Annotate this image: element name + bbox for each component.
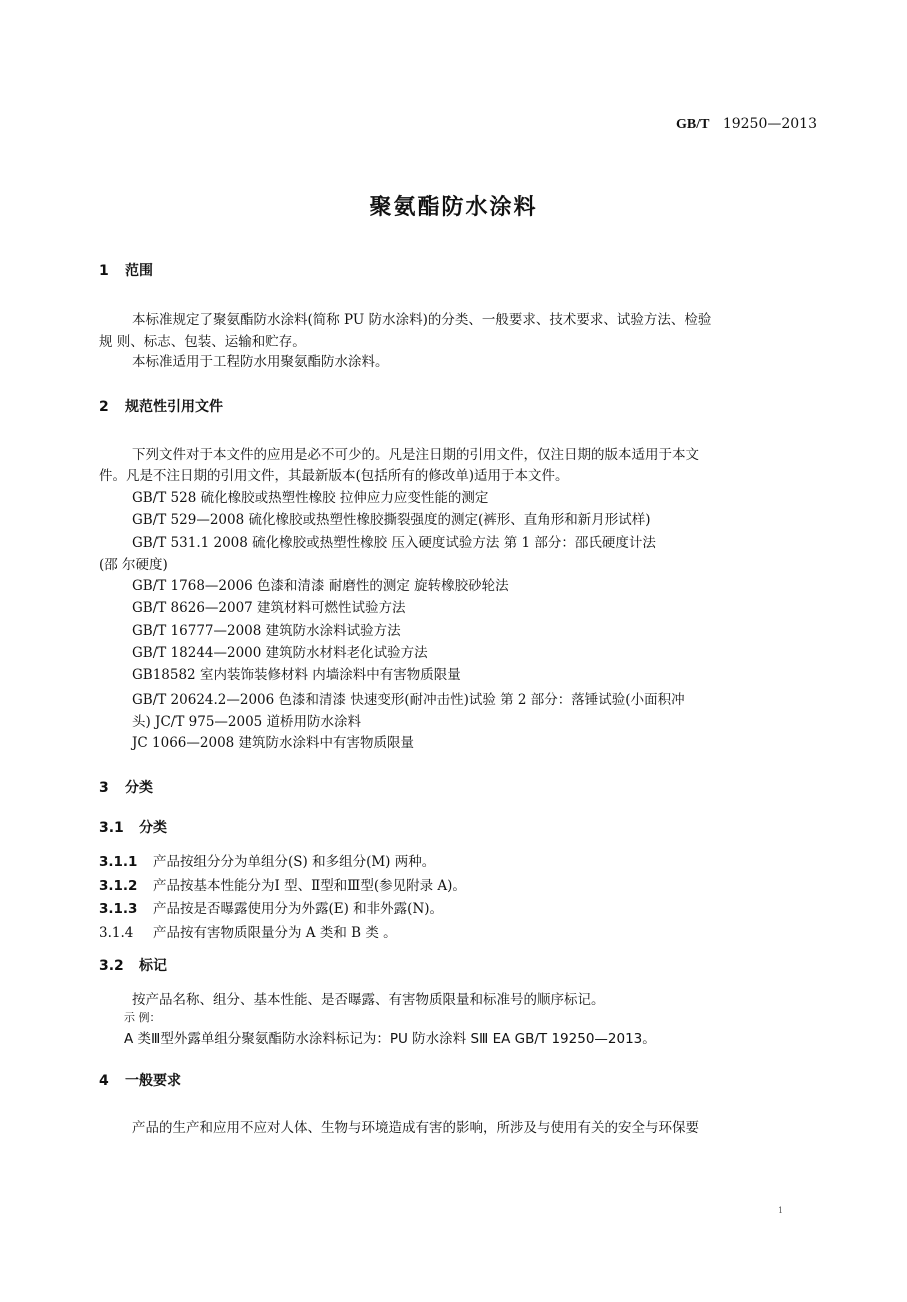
section-number: 3.2 bbox=[99, 958, 124, 974]
scope-paragraph-1b: 规 则、标志、包装、运输和贮存。 bbox=[99, 334, 306, 350]
item-number: 3.1.2 bbox=[99, 878, 138, 894]
ref-line: GB/T 1768—2006 色漆和清漆 耐磨性的测定 旋转橡胶砂轮法 bbox=[132, 578, 509, 594]
ref-line: GB/T 18244—2000 建筑防水材料老化试验方法 bbox=[132, 645, 428, 661]
item-text: 产品按有害物质限量分为 A 类和 B 类 。 bbox=[153, 925, 397, 941]
item-number: 3.1.1 bbox=[99, 854, 138, 870]
ref-line: GB/T 20624.2—2006 色漆和清漆 快速变形(耐冲击性)试验 第 2 部分：落锤试验(小面积冲 bbox=[132, 692, 685, 708]
standard-header bbox=[676, 116, 817, 133]
section-number: 3 bbox=[99, 780, 109, 796]
ref-line: GB18582 室内装饰装修材料 内墙涂料中有害物质限量 bbox=[132, 667, 461, 683]
page-number: 1 bbox=[778, 1206, 784, 1215]
section-title: 分类 bbox=[139, 820, 167, 836]
page-title: 聚氨酯防水涂料 bbox=[369, 195, 538, 220]
ref-line: GB/T 531.1 2008 硫化橡胶或热塑性橡胶 压入硬度试验方法 第 1 部分：邵氏硬度计法 bbox=[132, 535, 656, 551]
ref-line: GB/T 16777—2008 建筑防水涂料试验方法 bbox=[132, 623, 401, 639]
section-4-heading bbox=[99, 1070, 181, 1090]
ref-line: GB/T 529—2008 硫化橡胶或热塑性橡胶撕裂强度的测定(裤形、直角形和新月形试样) bbox=[132, 512, 651, 528]
classification-item bbox=[99, 850, 435, 870]
section-3-1-heading bbox=[99, 817, 167, 837]
classification-item bbox=[99, 921, 397, 941]
header-number: 19250—2013 bbox=[722, 116, 817, 132]
section-title: 范围 bbox=[125, 263, 153, 279]
section-1-heading bbox=[99, 260, 153, 280]
item-text: 产品按组分分为单组分(S) 和多组分(M) 两种。 bbox=[153, 854, 436, 870]
section-title: 分类 bbox=[125, 780, 153, 796]
example-label: 示 例： bbox=[124, 1011, 161, 1024]
ref-line: (邵 尔硬度) bbox=[99, 557, 168, 573]
item-text: 产品按是否曝露使用分为外露(E) 和非外露(N)。 bbox=[153, 901, 444, 917]
section-number: 4 bbox=[99, 1073, 109, 1089]
ref-line: JC 1066—2008 建筑防水涂料中有害物质限量 bbox=[132, 735, 415, 751]
ref-line: GB/T 528 硫化橡胶或热塑性橡胶 拉伸应力应变性能的测定 bbox=[132, 490, 489, 506]
item-number: 3.1.3 bbox=[99, 901, 138, 917]
section-title: 一般要求 bbox=[125, 1073, 181, 1089]
section-number: 1 bbox=[99, 263, 109, 279]
header-code: GB/T bbox=[676, 117, 710, 132]
classification-item bbox=[99, 874, 466, 894]
refs-intro-a: 下列文件对于本文件的应用是必不可少的。凡是注日期的引用文件，仅注日期的版本适用于本文 bbox=[132, 447, 699, 463]
section-title: 标记 bbox=[139, 958, 167, 974]
ref-line: 头) JC/T 975—2005 道桥用防水涂料 bbox=[132, 714, 362, 730]
refs-intro-b: 件。凡是不注日期的引用文件，其最新版本(包括所有的修改单)适用于本文件。 bbox=[99, 468, 569, 484]
section-2-heading bbox=[99, 396, 223, 416]
general-paragraph: 产品的生产和应用不应对人体、生物与环境造成有害的影响，所涉及与使用有关的安全与环保要 bbox=[132, 1120, 699, 1136]
classification-item bbox=[99, 897, 443, 917]
item-number: 3.1.4 bbox=[99, 925, 134, 941]
section-number: 2 bbox=[99, 399, 109, 415]
marking-example: A 类Ⅲ型外露单组分聚氨酯防水涂料标记为：PU 防水涂料 SⅢ EA GB/T 19250—2013。 bbox=[124, 1031, 656, 1047]
section-3-heading bbox=[99, 777, 153, 797]
section-3-2-heading bbox=[99, 955, 167, 975]
ref-line: GB/T 8626—2007 建筑材料可燃性试验方法 bbox=[132, 600, 406, 616]
scope-paragraph-1a: 本标准规定了聚氨酯防水涂料(简称 PU 防水涂料)的分类、一般要求、技术要求、试验方法、检验 bbox=[132, 312, 712, 328]
scope-paragraph-2: 本标准适用于工程防水用聚氨酯防水涂料。 bbox=[132, 354, 389, 370]
section-title: 规范性引用文件 bbox=[125, 399, 223, 415]
marking-paragraph: 按产品名称、组分、基本性能、是否曝露、有害物质限量和标准号的顺序标记。 bbox=[132, 992, 605, 1008]
section-number: 3.1 bbox=[99, 820, 124, 836]
item-text: 产品按基本性能分为Ⅰ 型、Ⅱ型和Ⅲ型(参见附录 A)。 bbox=[153, 878, 466, 894]
